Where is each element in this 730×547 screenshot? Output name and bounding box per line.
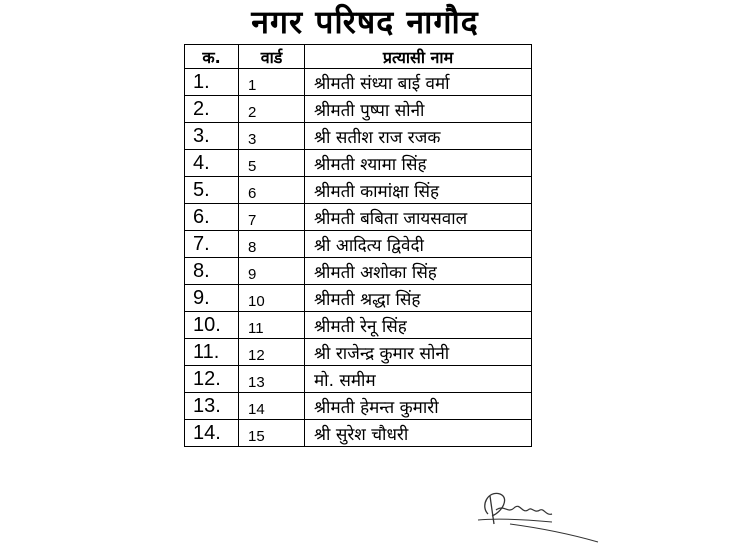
table-row bbox=[185, 312, 532, 339]
cell-serial: 1. bbox=[185, 69, 239, 96]
cell-ward-value: 8 bbox=[248, 238, 257, 256]
cell-serial: 13. bbox=[185, 393, 239, 420]
cell-name: श्रीमती कामांक्षा सिंह bbox=[305, 177, 532, 204]
table-row bbox=[185, 96, 532, 123]
table-row bbox=[185, 258, 532, 285]
candidate-table bbox=[184, 44, 532, 447]
cell-ward bbox=[239, 393, 305, 420]
header-serial: क. bbox=[185, 45, 239, 69]
cell-ward-value: 2 bbox=[248, 103, 257, 121]
cell-ward-value: 1 bbox=[248, 76, 257, 94]
table-row bbox=[185, 339, 532, 366]
cell-name: मो. समीम bbox=[305, 366, 532, 393]
table-row bbox=[185, 204, 532, 231]
cell-ward-value: 11 bbox=[248, 319, 264, 337]
cell-serial: 8. bbox=[185, 258, 239, 285]
cell-serial: 4. bbox=[185, 150, 239, 177]
cell-serial: 14. bbox=[185, 420, 239, 447]
cell-ward-value: 3 bbox=[248, 130, 257, 148]
cell-name: श्री आदित्य द्विवेदी bbox=[305, 231, 532, 258]
cell-name: श्री राजेन्द्र कुमार सोनी bbox=[305, 339, 532, 366]
table-row bbox=[185, 177, 532, 204]
cell-ward bbox=[239, 366, 305, 393]
cell-ward bbox=[239, 150, 305, 177]
cell-name: श्री सतीश राज रजक bbox=[305, 123, 532, 150]
cell-ward-value: 9 bbox=[248, 265, 257, 283]
cell-name: श्रीमती हेमन्त कुमारी bbox=[305, 393, 532, 420]
cell-ward bbox=[239, 231, 305, 258]
cell-ward-value: 12 bbox=[248, 346, 265, 364]
cell-serial: 9. bbox=[185, 285, 239, 312]
table-body bbox=[185, 69, 532, 447]
header-name: प्रत्यासी नाम bbox=[305, 45, 532, 69]
cell-name: श्रीमती संध्या बाई वर्मा bbox=[305, 69, 532, 96]
cell-ward-value: 6 bbox=[248, 184, 257, 202]
cell-name: श्रीमती श्यामा सिंह bbox=[305, 150, 532, 177]
cell-ward bbox=[239, 420, 305, 447]
cell-ward bbox=[239, 312, 305, 339]
cell-ward-value: 5 bbox=[248, 157, 257, 175]
cell-ward-value: 15 bbox=[248, 427, 265, 445]
table-row bbox=[185, 393, 532, 420]
cell-serial: 11. bbox=[185, 339, 239, 366]
cell-serial: 10. bbox=[185, 312, 239, 339]
table-row bbox=[185, 150, 532, 177]
cell-ward-value: 7 bbox=[248, 211, 257, 229]
table-row bbox=[185, 123, 532, 150]
table-row bbox=[185, 231, 532, 258]
cell-ward bbox=[239, 258, 305, 285]
cell-serial: 7. bbox=[185, 231, 239, 258]
table-row bbox=[185, 366, 532, 393]
cell-serial: 6. bbox=[185, 204, 239, 231]
cell-name: श्रीमती पुष्पा सोनी bbox=[305, 96, 532, 123]
cell-name: श्रीमती श्रद्धा सिंह bbox=[305, 285, 532, 312]
cell-name: श्रीमती अशोका सिंह bbox=[305, 258, 532, 285]
table-header-row bbox=[185, 45, 532, 69]
cell-ward bbox=[239, 177, 305, 204]
cell-serial: 12. bbox=[185, 366, 239, 393]
cell-serial: 2. bbox=[185, 96, 239, 123]
header-ward: वार्ड bbox=[239, 45, 305, 69]
cell-ward bbox=[239, 123, 305, 150]
cell-ward-value: 14 bbox=[248, 400, 265, 418]
cell-ward bbox=[239, 339, 305, 366]
page-title: नगर परिषद नागौद bbox=[251, 3, 479, 41]
cell-ward bbox=[239, 96, 305, 123]
cell-serial: 5. bbox=[185, 177, 239, 204]
cell-name: श्रीमती रेनू सिंह bbox=[305, 312, 532, 339]
signature-icon bbox=[470, 484, 600, 544]
cell-ward bbox=[239, 285, 305, 312]
cell-ward bbox=[239, 204, 305, 231]
cell-ward bbox=[239, 69, 305, 96]
table-row bbox=[185, 420, 532, 447]
cell-ward-value: 10 bbox=[248, 292, 265, 310]
cell-name: श्री सुरेश चौधरी bbox=[305, 420, 532, 447]
cell-name: श्रीमती बबिता जायसवाल bbox=[305, 204, 532, 231]
table-row bbox=[185, 285, 532, 312]
table-row bbox=[185, 69, 532, 96]
cell-serial: 3. bbox=[185, 123, 239, 150]
cell-ward-value: 13 bbox=[248, 373, 265, 391]
